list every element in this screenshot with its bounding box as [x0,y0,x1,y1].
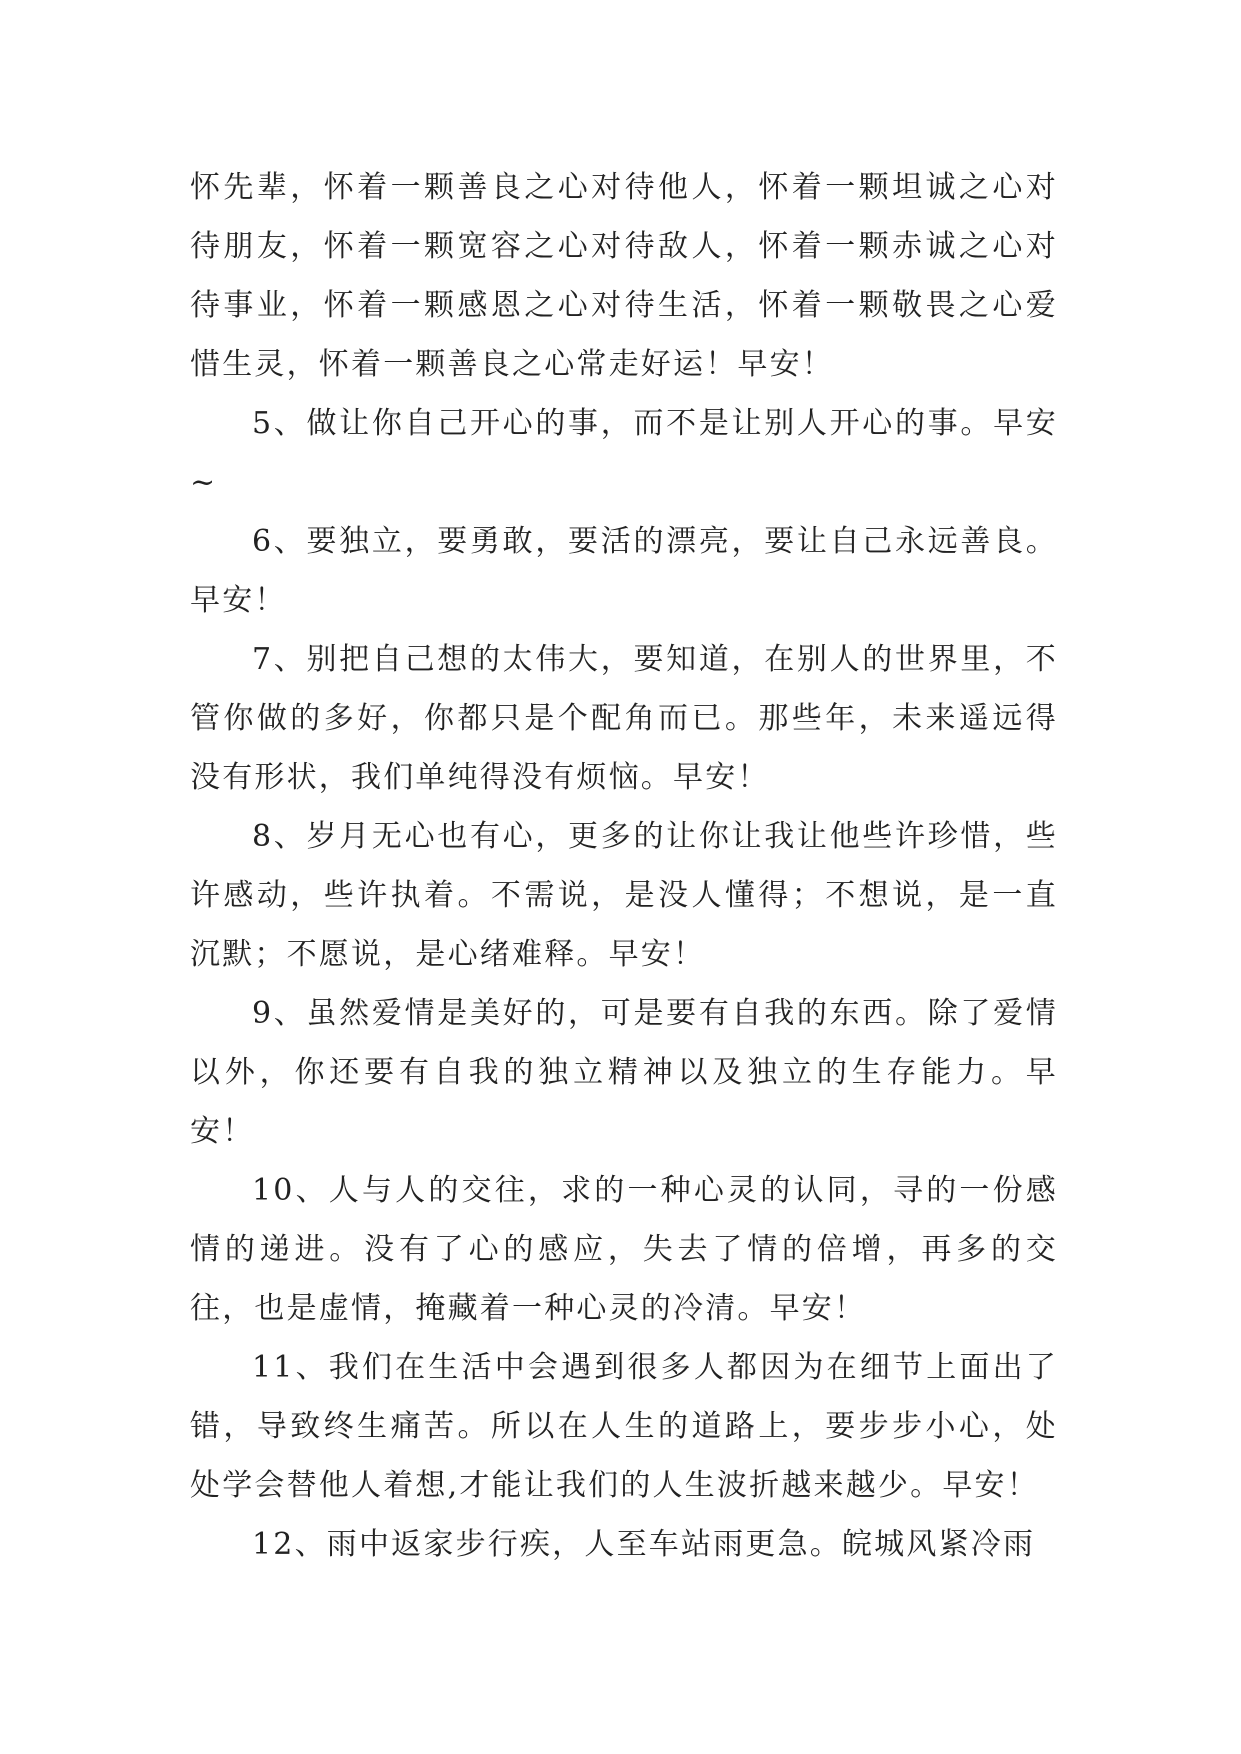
paragraph-item-9: 9、虽然爱情是美好的，可是要有自我的东西。除了爱情以外，你还要有自我的独立精神以及独立的生存能力。早安！ [190,996,1058,1149]
paragraph-item-11: 11、我们在生活中会遇到很多人都因为在细节上面出了错，导致终生痛苦。所以在人生的道路上，要步步小心，处处学会替他人着想,才能让我们的人生波折越来越少。早安！ [190,1350,1058,1503]
paragraph-item-5: 5、做让你自己开心的事，而不是让别人开心的事。早安~ [190,406,1058,500]
paragraph-item-8: 8、岁月无心也有心，更多的让你让我让他些许珍惜，些许感动，些许执着。不需说，是没人懂得；不想说，是一直沉默；不愿说，是心绪难释。早安！ [190,819,1058,972]
paragraph-item-7: 7、别把自己想的太伟大，要知道，在别人的世界里，不管你做的多好，你都只是个配角而已。那些年，未来遥远得没有形状，我们单纯得没有烦恼。早安！ [190,642,1058,795]
document-body [190,158,1058,1574]
paragraph-continuation: 怀先辈，怀着一颗善良之心对待他人，怀着一颗坦诚之心对待朋友，怀着一颗宽容之心对待敌人，怀着一颗赤诚之心对待事业，怀着一颗感恩之心对待生活，怀着一颗敬畏之心爱惜生灵，怀着一颗善良之心常走好运！早安！ [190,170,1058,382]
paragraph-item-6: 6、要独立，要勇敢，要活的漂亮，要让自己永远善良。早安！ [190,524,1058,618]
paragraph-item-12: 12、雨中返家步行疾，人至车站雨更急。皖城风紧冷雨 [252,1527,1036,1562]
paragraph-item-10: 10、人与人的交往，求的一种心灵的认同，寻的一份感情的递进。没有了心的感应，失去了情的倍增，再多的交往，也是虚情，掩藏着一种心灵的冷清。早安！ [190,1173,1058,1326]
